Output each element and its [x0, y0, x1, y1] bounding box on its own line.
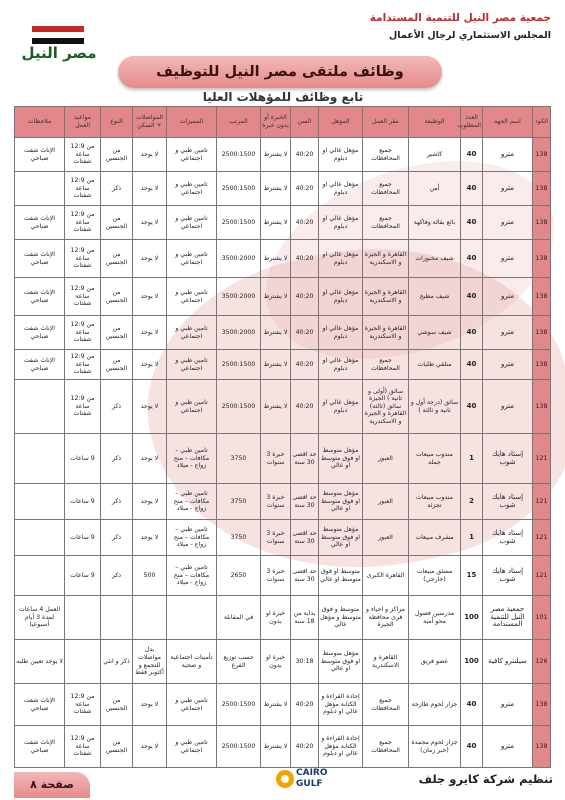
count-cell: 40	[461, 240, 483, 278]
column-header: العدد المطلوب	[461, 107, 483, 138]
table-body	[15, 138, 551, 768]
job-title-cell: جزار لحوم مجمدة (خبر زمان)	[409, 726, 461, 768]
hours-cell: من 12:9 ساعة شفتات	[65, 172, 101, 206]
hours-cell	[65, 596, 101, 640]
location-cell: سائق (أولى و ثانية ) الجيزة سائق (ثالثة) القاهرة و الجيزة و الاسكندرية	[363, 380, 409, 434]
company-cell: إستاد هايك شوب	[483, 434, 533, 484]
organizer-text: تنظيم شركة كايرو جلف	[418, 772, 553, 786]
location-cell: جميع المحافظات	[363, 684, 409, 726]
job-title-cell: عضو فريق	[409, 640, 461, 684]
qualification-cell: متوسط و فوق متوسط و مؤهل عالي	[319, 596, 363, 640]
notes-cell	[15, 484, 65, 520]
hours-cell: 9 ساعات	[65, 434, 101, 484]
count-cell: 100	[461, 596, 483, 640]
code-cell: 138	[533, 138, 551, 172]
experience-cell: لا يشترط	[261, 350, 291, 380]
column-header: اسم الجهة	[483, 107, 533, 138]
transport-cell: لا يوجد	[133, 278, 167, 316]
count-cell: 1	[461, 520, 483, 556]
company-cell: مترو	[483, 206, 533, 240]
code-cell: 121	[533, 484, 551, 520]
column-header: الوظيفة	[409, 107, 461, 138]
salary-cell: 3750	[217, 520, 261, 556]
age-cell: 40:20	[291, 726, 319, 768]
page-title-banner: وظائف ملتقى مصر النيل للتوظيف	[118, 56, 442, 88]
gender-cell: من الجنسين	[101, 240, 133, 278]
table-row	[15, 172, 551, 206]
page-subtitle: تابع وظائف للمؤهلات العليا	[202, 90, 364, 104]
table-header-row	[15, 107, 551, 138]
code-cell: 138	[533, 316, 551, 350]
salary-cell: 2500:1500	[217, 350, 261, 380]
column-header: مواعيد العمل	[65, 107, 101, 138]
qualification-cell: مؤهل عالي او دبلوم	[319, 206, 363, 240]
qualification-cell: مؤهل عالي او دبلوم	[319, 172, 363, 206]
hours-cell: 9 ساعات	[65, 484, 101, 520]
job-title-cell: منلقي طلبات	[409, 350, 461, 380]
gender-cell: من الجنسين	[101, 206, 133, 240]
column-header: المواصلات + السكن	[133, 107, 167, 138]
job-title-cell: مسئق مبيعات (خارجي)	[409, 556, 461, 596]
age-cell: حد اقصى 30 سنة	[291, 434, 319, 484]
company-cell: إستاد هايك شوب	[483, 520, 533, 556]
notes-cell: الإناث شفت صباحي	[15, 684, 65, 726]
age-cell: 40:20	[291, 240, 319, 278]
benefits-cell: تامين طبي و اجتماعي	[167, 240, 217, 278]
experience-cell: لا يشترط	[261, 278, 291, 316]
transport-cell	[133, 596, 167, 640]
company-cell: مترو	[483, 380, 533, 434]
job-title-cell: مشرف مبيعات	[409, 520, 461, 556]
benefits-cell: تامين طبي و اجتماعي	[167, 726, 217, 768]
benefits-cell: تامين طبي – مكافات – منح زواج - ميلاد	[167, 520, 217, 556]
experience-cell: لا يشترط	[261, 726, 291, 768]
gender-cell: ذكر و انثي	[101, 640, 133, 684]
notes-cell	[15, 434, 65, 484]
transport-cell: لا يوجد	[133, 316, 167, 350]
table-row	[15, 206, 551, 240]
benefits-cell: تامين طبي – مكافات – منح زواج - ميلاد	[167, 556, 217, 596]
table-row	[15, 640, 551, 684]
qualification-cell: إجادة القراءة و الكتابة مؤهل عالي او دبلوم	[319, 726, 363, 768]
column-header: الكود	[533, 107, 551, 138]
benefits-cell: تامين طبي – مكافات – منح زواج - ميلاد	[167, 484, 217, 520]
code-cell: 138	[533, 172, 551, 206]
age-cell: 40:20	[291, 172, 319, 206]
logo-text: مصر النيل	[21, 44, 97, 62]
notes-cell: الإناث شفت صباحي	[15, 278, 65, 316]
salary-cell: 3500:2000	[217, 240, 261, 278]
company-cell: إستاد هايك شوب	[483, 484, 533, 520]
location-cell: القاهرة الكبرى	[363, 556, 409, 596]
notes-cell: الإناث شفت صباحي	[15, 206, 65, 240]
experience-cell: لا يشترط	[261, 684, 291, 726]
hours-cell	[65, 640, 101, 684]
table-row	[15, 556, 551, 596]
table-row	[15, 380, 551, 434]
footer	[0, 760, 565, 800]
age-cell: 40:20	[291, 684, 319, 726]
qualification-cell: مؤهل عالي او دبلوم	[319, 138, 363, 172]
salary-cell: 3750	[217, 484, 261, 520]
benefits-cell: تامين طبي و اجتماعي	[167, 278, 217, 316]
company-cell: مترو	[483, 278, 533, 316]
gender-cell: ذكر	[101, 484, 133, 520]
experience-cell: لا يشترط	[261, 138, 291, 172]
count-cell: 40	[461, 726, 483, 768]
hours-cell: من 12:9 ساعة شفتات	[65, 316, 101, 350]
age-cell: حد اقصى 30 سنة	[291, 484, 319, 520]
code-cell: 138	[533, 278, 551, 316]
qualification-cell: مؤهل عالي او دبلوم	[319, 350, 363, 380]
count-cell: 1	[461, 434, 483, 484]
experience-cell: خبرة 3 سنوات	[261, 556, 291, 596]
count-cell: 40	[461, 380, 483, 434]
location-cell: جميع المحافظات	[363, 726, 409, 768]
company-cell: إستاد هايك شوب	[483, 556, 533, 596]
jobs-table	[14, 106, 551, 768]
table-row	[15, 596, 551, 640]
transport-cell: لا يوجد	[133, 240, 167, 278]
age-cell: 40:20	[291, 138, 319, 172]
age-cell: 40:20	[291, 316, 319, 350]
salary-cell: 2500:1500	[217, 206, 261, 240]
cairo-gulf-mark-icon	[276, 770, 294, 788]
location-cell: العبور	[363, 434, 409, 484]
experience-cell: لا يشترط	[261, 206, 291, 240]
age-cell: 30:18	[291, 640, 319, 684]
code-cell: 138	[533, 684, 551, 726]
company-cell: جمعية مصر النيل للتنمية المستدامة	[483, 596, 533, 640]
code-cell: 138	[533, 380, 551, 434]
experience-cell: خبرة او بدون	[261, 640, 291, 684]
company-cell: سيلنترو كافية	[483, 640, 533, 684]
notes-cell: لا يوجد تعيين طلبه	[15, 640, 65, 684]
hours-cell: من 12:9 ساعة شفتات	[65, 240, 101, 278]
job-title-cell: مندوب مبيعات جملة	[409, 434, 461, 484]
qualification-cell: مؤهل عالي او دبلوم	[319, 380, 363, 434]
age-cell: حد اقصى 30 سنة	[291, 520, 319, 556]
code-cell: 138	[533, 206, 551, 240]
code-cell: 138	[533, 726, 551, 768]
job-title-cell: جزار لحوم طازجة	[409, 684, 461, 726]
code-cell: 121	[533, 520, 551, 556]
experience-cell: لا يشترط	[261, 380, 291, 434]
company-cell: مترو	[483, 350, 533, 380]
location-cell: العبور	[363, 520, 409, 556]
hours-cell: من 12:9 ساعة شفتات	[65, 380, 101, 434]
transport-cell: لا يوجد	[133, 684, 167, 726]
qualification-cell: متوسط او فوق متوسط او عالي	[319, 556, 363, 596]
count-cell: 40	[461, 278, 483, 316]
job-title-cell: مندوب مبيعات تجزئة	[409, 484, 461, 520]
qualification-cell: مؤهل عالي او دبلوم	[319, 316, 363, 350]
count-cell: 100	[461, 640, 483, 684]
table-row	[15, 278, 551, 316]
notes-cell	[15, 172, 65, 206]
experience-cell: لا يشترط	[261, 240, 291, 278]
benefits-cell: تامين طبي و اجتماعي	[167, 316, 217, 350]
count-cell: 40	[461, 206, 483, 240]
code-cell: 101	[533, 596, 551, 640]
brand-line2: GULF	[296, 779, 323, 789]
benefits-cell: تامين طبي و اجتماعي	[167, 138, 217, 172]
job-title-cell: شيف مخبوزات	[409, 240, 461, 278]
gender-cell: ذكر	[101, 556, 133, 596]
notes-cell: الإناث شفت صباحي	[15, 726, 65, 768]
count-cell: 40	[461, 172, 483, 206]
gender-cell: من الجنسين	[101, 684, 133, 726]
qualification-cell: مؤهل متوسط او فوق متوسط او عالي	[319, 640, 363, 684]
transport-cell: لا يوجد	[133, 206, 167, 240]
salary-cell: 2500:1500	[217, 726, 261, 768]
nile-egypt-logo	[14, 24, 100, 64]
gender-cell	[101, 596, 133, 640]
location-cell: جميع المحافظات	[363, 172, 409, 206]
brand-line1: CAIRO	[296, 768, 328, 778]
transport-cell: لا يوجد	[133, 520, 167, 556]
location-cell: القاهرة و الجيزة و الاسكندرية	[363, 240, 409, 278]
age-cell: 40:20	[291, 206, 319, 240]
code-cell: 121	[533, 434, 551, 484]
qualification-cell: مؤهل متوسط او فوق متوسط او عالي	[319, 484, 363, 520]
experience-cell: خبرة 3 سنوات	[261, 520, 291, 556]
transport-cell: بدل مواصلات للتجمع و أكتوبر فقط	[133, 640, 167, 684]
column-header: ملاحظات	[15, 107, 65, 138]
company-cell: مترو	[483, 316, 533, 350]
gender-cell: من الجنسين	[101, 278, 133, 316]
salary-cell: 3750	[217, 434, 261, 484]
gender-cell: من الجنسين	[101, 726, 133, 768]
table-row	[15, 316, 551, 350]
location-cell: القاهرة و الاسكندرية	[363, 640, 409, 684]
qualification-cell: مؤهل عالي او دبلوم	[319, 278, 363, 316]
benefits-cell: تامين طبي و اجتماعي	[167, 206, 217, 240]
salary-cell: 3500:2000	[217, 278, 261, 316]
transport-cell: لا يوجد	[133, 350, 167, 380]
qualification-cell: إجادة القراءة و الكتابة مؤهل عالي او دبلوم	[319, 684, 363, 726]
transport-cell: لا يوجد	[133, 484, 167, 520]
count-cell: 15	[461, 556, 483, 596]
gender-cell: من الجنسين	[101, 350, 133, 380]
location-cell: القاهرة و الجيزة و الاسكندرية	[363, 278, 409, 316]
age-cell: بداية من 18 سنة	[291, 596, 319, 640]
code-cell: 138	[533, 350, 551, 380]
table-row	[15, 520, 551, 556]
qualification-cell: مؤهل عالي او دبلوم	[319, 240, 363, 278]
transport-cell: لا يوجد	[133, 726, 167, 768]
job-title-cell: مدرسين فصول محو أمية	[409, 596, 461, 640]
code-cell: 138	[533, 240, 551, 278]
location-cell: جميع المحافظات	[363, 350, 409, 380]
job-title-cell: بائع بقالة وفاكهة	[409, 206, 461, 240]
column-header: المميزات	[167, 107, 217, 138]
notes-cell: العمل 4 ساعات لمدة 3 أيام أسبوعيا	[15, 596, 65, 640]
benefits-cell: تامين طبي و اجتماعي	[167, 380, 217, 434]
hours-cell: 9 ساعات	[65, 556, 101, 596]
table-row	[15, 350, 551, 380]
table-row	[15, 138, 551, 172]
salary-cell: 3500:2000	[217, 316, 261, 350]
salary-cell: 2500:1500	[217, 684, 261, 726]
gender-cell: من الجنسين	[101, 316, 133, 350]
job-title-cell: شيف سوشي	[409, 316, 461, 350]
job-title-cell: شيف مطبخ	[409, 278, 461, 316]
egypt-flag-icon	[32, 26, 84, 44]
age-cell: 40:20	[291, 278, 319, 316]
hours-cell: من 12:9 ساعة شفتات	[65, 684, 101, 726]
column-header: الخبرة أو بدون خبرة	[261, 107, 291, 138]
org-name-line1: جمعية مصر النيل للتنمية المستدامة	[369, 12, 551, 24]
gender-cell: من الجنسين	[101, 138, 133, 172]
table-row	[15, 684, 551, 726]
hours-cell: من 12:9 ساعة شفتات	[65, 138, 101, 172]
benefits-cell: تامين طبي و اجتماعي	[167, 172, 217, 206]
benefits-cell: تامين طبي و اجتماعي	[167, 350, 217, 380]
count-cell: 40	[461, 684, 483, 726]
benefits-cell: تأمينات اجتماعية و صحية	[167, 640, 217, 684]
experience-cell: خبرة 3 سنوات	[261, 434, 291, 484]
job-title-cell: أمن	[409, 172, 461, 206]
table-row	[15, 484, 551, 520]
gender-cell: ذكر	[101, 520, 133, 556]
location-cell: العبور	[363, 484, 409, 520]
notes-cell: الإناث شفت صباحي	[15, 350, 65, 380]
hours-cell: من 12:9 ساعة شفتات	[65, 206, 101, 240]
count-cell: 40	[461, 350, 483, 380]
job-title-cell: كاشير	[409, 138, 461, 172]
transport-cell: 500	[133, 556, 167, 596]
company-cell: مترو	[483, 726, 533, 768]
gender-cell: ذكر	[101, 172, 133, 206]
count-cell: 2	[461, 484, 483, 520]
location-cell: القاهرة و الجيزة و الاسكندرية	[363, 316, 409, 350]
benefits-cell: تامين طبي – مكافات – منح زواج - ميلاد	[167, 434, 217, 484]
column-header: المرتب	[217, 107, 261, 138]
qualification-cell: مؤهل متوسط او فوق متوسط او عالي	[319, 434, 363, 484]
company-cell: مترو	[483, 684, 533, 726]
count-cell: 40	[461, 316, 483, 350]
code-cell: 121	[533, 556, 551, 596]
job-title-cell: سائق (درجة أول و ثانية و ثالثة )	[409, 380, 461, 434]
location-cell: جميع المحافظات	[363, 138, 409, 172]
salary-cell: 2500:1500	[217, 138, 261, 172]
benefits-cell	[167, 596, 217, 640]
code-cell: 126	[533, 640, 551, 684]
age-cell: حد اقصى 30 سنة	[291, 556, 319, 596]
salary-cell: 2500:1500	[217, 380, 261, 434]
salary-cell: 2500:1500	[217, 172, 261, 206]
gender-cell: ذكر	[101, 434, 133, 484]
age-cell: 40:20	[291, 350, 319, 380]
transport-cell: لا يوجد	[133, 434, 167, 484]
location-cell: جميع المحافظات	[363, 206, 409, 240]
company-cell: مترو	[483, 138, 533, 172]
notes-cell	[15, 556, 65, 596]
table-row	[15, 434, 551, 484]
notes-cell: الإناث شفت صباحي	[15, 316, 65, 350]
hours-cell: من 12:9 ساعة شفتات	[65, 278, 101, 316]
notes-cell	[15, 380, 65, 434]
hours-cell: من 12:9 ساعة شفتات	[65, 726, 101, 768]
notes-cell: الإناث شفت صباحي	[15, 240, 65, 278]
age-cell: 40:20	[291, 380, 319, 434]
cairo-gulf-logo	[276, 766, 346, 794]
column-header: مقر العمل	[363, 107, 409, 138]
gender-cell: ذكر	[101, 380, 133, 434]
column-header: النوع	[101, 107, 133, 138]
org-name-line2: المجلس الاستثماري لرجال الأعمال	[389, 30, 551, 41]
count-cell: 40	[461, 138, 483, 172]
transport-cell: لا يوجد	[133, 172, 167, 206]
salary-cell: في المقابلة	[217, 596, 261, 640]
table-row	[15, 240, 551, 278]
location-cell: مراكز و احياء و قرى محافظة الجيزة	[363, 596, 409, 640]
notes-cell: الإناث شفت صباحي	[15, 138, 65, 172]
qualification-cell: مؤهل متوسط او فوق متوسط او عالي	[319, 520, 363, 556]
company-cell: مترو	[483, 172, 533, 206]
benefits-cell: تامين طبي و اجتماعي	[167, 684, 217, 726]
column-header: السن	[291, 107, 319, 138]
experience-cell: خبرة او بدون	[261, 596, 291, 640]
notes-cell	[15, 520, 65, 556]
experience-cell: لا يشترط	[261, 316, 291, 350]
salary-cell: حسب توزيع الفرع	[217, 640, 261, 684]
salary-cell: 2650	[217, 556, 261, 596]
transport-cell: لا يوجد	[133, 138, 167, 172]
column-header: المؤهل	[319, 107, 363, 138]
company-cell: مترو	[483, 240, 533, 278]
transport-cell: لا يوجد	[133, 380, 167, 434]
hours-cell: من 12:9 ساعة شفتات	[65, 350, 101, 380]
experience-cell: لا يشترط	[261, 172, 291, 206]
hours-cell: 9 ساعات	[65, 520, 101, 556]
experience-cell: خبرة 3 سنوات	[261, 484, 291, 520]
page-number: صفحة ٨	[14, 772, 90, 798]
